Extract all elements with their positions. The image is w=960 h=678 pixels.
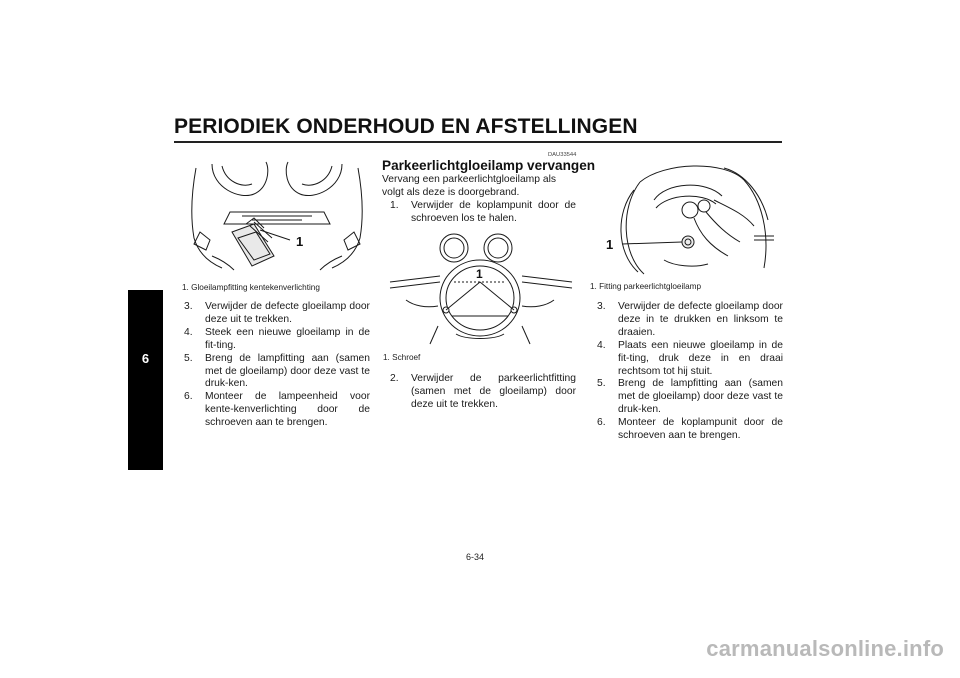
- step-text: Plaats een nieuwe gloeilamp in de fit-ting, druk deze in en draai rechtsom tot hij stuit.: [618, 339, 783, 377]
- page-number: 6-34: [466, 552, 485, 562]
- step-number: 4.: [184, 326, 193, 338]
- list-item: [184, 353, 370, 392]
- right-figure-callout: 1: [606, 237, 614, 252]
- step-text: Breng de lampfitting aan (samen met de gloeilamp) door deze vast te druk-ken.: [205, 352, 370, 390]
- middle-step-list-2: [390, 373, 576, 412]
- chapter-tab: 6: [128, 290, 163, 470]
- section-intro: Vervang een parkeerlichtgloeilamp als volgt als deze is doorgebrand.: [382, 174, 557, 198]
- headlight-screw-illustration: [386, 230, 576, 345]
- list-item: [390, 200, 576, 226]
- right-figure-caption: 1. Fitting parkeerlichtgloeilamp: [590, 282, 702, 291]
- list-item: [390, 373, 576, 412]
- right-step-list: [597, 301, 783, 443]
- section-code: DAU33544: [548, 152, 577, 158]
- middle-figure-callout: 1: [476, 267, 483, 281]
- step-text: Monteer de koplampunit door de schroeven aan te brengen.: [618, 417, 783, 442]
- step-text: Steek een nieuwe gloeilamp in de fit-ting.: [205, 326, 370, 351]
- list-item: [597, 301, 783, 340]
- parking-lamp-socket-illustration: [594, 160, 784, 278]
- list-item: [597, 378, 783, 417]
- step-number: 2.: [390, 373, 399, 384]
- step-number: 3.: [597, 301, 606, 312]
- middle-step-list-1: [390, 200, 576, 226]
- step-number: 1.: [390, 200, 399, 211]
- list-item: [184, 391, 370, 430]
- list-item: [184, 301, 370, 327]
- step-number: 6.: [184, 391, 193, 403]
- step-text: Breng de lampfitting aan (samen met de gloeilamp) door deze vast te druk-ken.: [618, 378, 783, 416]
- step-text: Verwijder de defecte gloeilamp door deze in te drukken en linksom te draaien.: [618, 301, 783, 338]
- list-item: [597, 417, 783, 443]
- step-number: 4.: [597, 339, 606, 351]
- header-rule: [174, 141, 782, 143]
- list-item: [597, 340, 783, 379]
- left-figure-callout: 1: [296, 234, 304, 249]
- step-text: Verwijder de defecte gloeilamp door deze uit te trekken.: [205, 301, 370, 325]
- left-step-list: [184, 301, 370, 430]
- step-number: 3.: [184, 301, 193, 312]
- page-header-title: PERIODIEK ONDERHOUD EN AFSTELLINGEN: [174, 115, 638, 138]
- watermark: carmanualsonline.info: [706, 636, 944, 661]
- license-light-illustration: [182, 160, 372, 280]
- middle-figure-caption: 1. Schroef: [383, 353, 421, 362]
- step-number: 6.: [597, 417, 606, 429]
- list-item: [184, 327, 370, 353]
- step-text: Monteer de lampeenheid voor kente-kenverlichting door de schroeven aan te brengen.: [205, 391, 370, 429]
- step-text: Verwijder de parkeerlichtfitting (samen met de gloeilamp) door deze uit te trekken.: [411, 373, 576, 410]
- step-text: Verwijder de koplampunit door de schroeven los te halen.: [411, 200, 576, 224]
- section-title: Parkeerlichtgloeilamp vervangen: [382, 158, 596, 173]
- step-number: 5.: [597, 378, 606, 390]
- step-number: 5.: [184, 352, 193, 364]
- left-figure-caption: 1. Gloeilampfitting kentekenverlichting: [182, 283, 320, 292]
